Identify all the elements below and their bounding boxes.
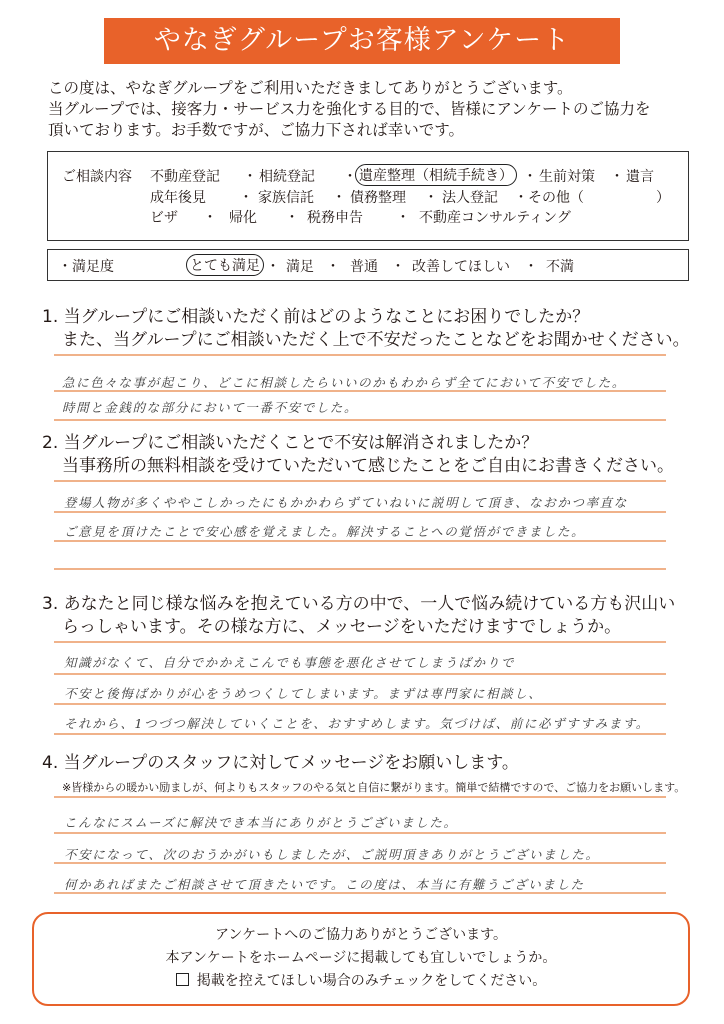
separator-dot: ・ [391,259,405,275]
option-estate-planning[interactable]: 生前対策 [539,169,595,185]
separator-dot: ・ [610,169,624,185]
footer-question: 本アンケートをホームページに掲載しても宜しいでしょうか。 [165,950,557,966]
question-4-answer-line: こんなにスムーズに解決でき本当にありがとうございました。 [64,815,458,830]
question-3-answer-line: それから、1つづつ解決していくことを、おすすめします。気づけば、前に必ずすすみます。 [64,716,650,731]
answer-guide-line [54,511,666,513]
satisfaction-very-satisfied-selected[interactable]: とても満足 [186,254,264,276]
separator-dot: ・ [523,169,537,185]
intro-line: この度は、やなぎグループをご利用いただきましてありがとうございます。 [48,79,573,97]
option-corporate-registration[interactable]: 法人登記 [442,190,498,206]
option-visa[interactable]: ビザ [150,210,178,226]
question-3-line: らっしゃいます。その様な方に、メッセージをいただけますでしょうか。 [62,617,622,637]
answer-guide-line [54,540,666,542]
question-1-line: また、当グループにご相談いただく上で不安だったことなどをお聞かせください。 [62,330,690,350]
option-debt-consolidation[interactable]: 債務整理 [350,190,406,206]
question-1-answer-line: 急に色々な事が起こり、どこに相談したらいいのかもわからず全てにおいて不安でした。 [62,375,627,390]
separator-dot: ・ [203,210,217,226]
answer-guide-line [54,419,666,421]
separator-dot: ・ [326,259,340,275]
separator-dot: ・ [396,210,410,226]
publish-optout-checkbox[interactable] [176,973,189,986]
satisfaction-neutral[interactable]: 普通 [350,259,378,275]
separator-dot: ・ [524,259,538,275]
satisfaction-needs-improvement[interactable]: 改善してほしい [412,259,510,275]
question-4-line: 4. 当グループのスタッフに対してメッセージをお願いします。 [42,753,519,773]
satisfaction-satisfied[interactable]: 満足 [286,259,314,275]
answer-guide-line [54,673,666,675]
separator-dot: ・ [239,190,253,206]
option-family-trust[interactable]: 家族信託 [258,190,314,206]
question-4-answer-line: 何かあればまたご相談させて頂きたいです。この度は、本当に有難うございました [64,877,585,892]
other-close-paren: ） [656,190,670,206]
intro-paragraph [48,78,708,141]
question-2-line: 当事務所の無料相談を受けていただいて感じたことをご自由にお書きください。 [62,456,674,476]
footer-consent-box [32,912,690,1006]
answer-guide-line [54,641,666,643]
question-3-answer-line: 知識がなくて、自分でかかえこんでも事態を悪化させてしまうばかりで [64,655,515,670]
separator-dot: ・ [332,190,346,206]
question-1-answer-line: 時間と金銭的な部分において一番不安でした。 [62,400,359,415]
option-real-estate-consulting[interactable]: 不動産コンサルティング [419,210,571,226]
answer-guide-line [54,354,666,356]
satisfaction-dissatisfied[interactable]: 不満 [546,259,574,275]
question-2-answer-line: ご意見を頂けたことで安心感を覚えました。解決することへの覚悟ができました。 [64,524,586,539]
satisfaction-label: ・満足度 [58,259,114,275]
survey-title-banner: やなぎグループお客様アンケート [104,18,620,64]
question-2-line: 2. 当グループにご相談いただくことで不安は解消されましたか？ [42,433,539,453]
answer-guide-line [54,568,666,570]
answer-guide-line [54,796,666,798]
question-4-answer-line: 不安になって、次のおうかがいもしましたが、ご説明頂きありがとうございました。 [64,847,600,862]
option-tax-return[interactable]: 税務申告 [307,210,363,226]
separator-dot: ・ [285,210,299,226]
answer-guide-line [54,832,666,834]
answer-guide-line [54,862,666,864]
separator-dot: ・ [243,169,257,185]
answer-guide-line [54,892,666,894]
consultation-label: ご相談内容 [62,169,132,185]
separator-dot: ・ [343,169,357,185]
option-adult-guardianship[interactable]: 成年後見 [150,190,206,206]
footer-checkbox-row [34,970,688,993]
answer-guide-line [54,703,666,705]
intro-line: 頂いております。お手数ですが、ご協力下されば幸いです。 [48,121,465,139]
question-4-note: ※皆様からの暖かい励ましが、何よりもスタッフのやる気と自信に繋がります。簡単で結構ですので、ご協力をお願いします。 [62,781,686,794]
footer-thanks: アンケートへのご協力ありがとうございます。 [214,927,508,943]
option-estate-settlement-selected[interactable]: 遺産整理（相続手続き） [355,164,517,186]
option-naturalization[interactable]: 帰化 [229,210,257,226]
answer-guide-line [54,733,666,735]
intro-line: 当グループでは、接客力・サービス力を強化する目的で、皆様にアンケートのご協力を [48,100,651,118]
separator-dot: ・ [266,259,280,275]
option-inheritance-registration[interactable]: 相続登記 [259,169,315,185]
publish-optout-label: 掲載を控えてほしい場合のみチェックをしてください。 [196,973,547,989]
separator-dot: ・ [424,190,438,206]
question-3-answer-line: 不安と後悔ばかりが心をうめつくしてしまいます。まずは専門家に相談し、 [64,686,543,701]
option-other[interactable]: ・その他（ [514,190,584,206]
answer-guide-line [54,480,666,482]
option-will[interactable]: 遺言 [626,169,654,185]
option-real-estate-registration[interactable]: 不動産登記 [150,169,220,185]
question-1-line: 1. 当グループにご相談いただく前はどのようなことにお困りでしたか？ [42,307,590,327]
question-2-answer-line: 登場人物が多くややこしかったにもかかわらずていねいに説明して頂き、なおかつ率直な [64,495,628,510]
question-3-line: 3. あなたと同じ様な悩みを抱えている方の中で、一人で悩み続けている方も沢山い [42,594,676,614]
answer-guide-line [54,390,666,392]
